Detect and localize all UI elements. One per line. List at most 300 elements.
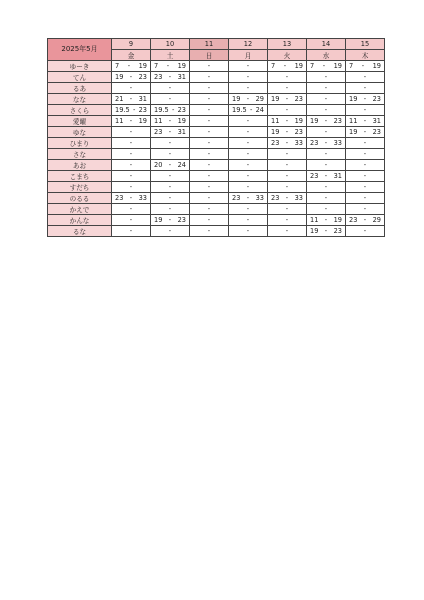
day-number: 11 xyxy=(190,39,229,50)
shift-off: - xyxy=(285,105,289,114)
shift-off: - xyxy=(129,138,133,147)
shift-sep: - xyxy=(324,138,328,147)
shift-end: 31 xyxy=(372,116,381,125)
staff-name: すだち xyxy=(48,181,112,192)
shift-start: 11 xyxy=(349,116,358,125)
shift-cell xyxy=(112,71,151,82)
shift-off: - xyxy=(285,149,289,158)
shift-time xyxy=(151,128,189,136)
shift-cell xyxy=(229,170,268,181)
shift-cell xyxy=(112,60,151,71)
shift-off: - xyxy=(363,182,367,191)
shift-off: - xyxy=(285,226,289,235)
shift-off: - xyxy=(168,171,172,180)
shift-off: - xyxy=(129,226,133,235)
shift-start: 19 xyxy=(310,226,319,235)
shift-sep: - xyxy=(285,127,289,136)
shift-off: - xyxy=(324,105,328,114)
shift-sep: - xyxy=(363,94,367,103)
shift-sep: - xyxy=(249,105,253,114)
shift-time xyxy=(346,95,384,103)
shift-end: 19 xyxy=(177,116,186,125)
shift-off: - xyxy=(246,160,250,169)
shift-cell xyxy=(346,214,385,225)
shift-off: - xyxy=(246,72,250,81)
shift-start: 19 xyxy=(154,215,163,224)
shift-start: 23 xyxy=(154,72,163,81)
staff-row xyxy=(48,159,385,170)
shift-cell xyxy=(190,203,229,214)
shift-time xyxy=(229,194,267,202)
schedule-table xyxy=(47,38,385,237)
day-weekday: 日 xyxy=(190,49,229,60)
shift-cell xyxy=(307,104,346,115)
shift-off: - xyxy=(129,160,133,169)
shift-cell xyxy=(268,82,307,93)
shift-cell xyxy=(190,60,229,71)
shift-start: 23 xyxy=(271,138,280,147)
shift-cell xyxy=(229,82,268,93)
shift-time xyxy=(346,62,384,70)
shift-cell xyxy=(229,93,268,104)
shift-cell xyxy=(268,159,307,170)
shift-cell xyxy=(307,71,346,82)
staff-name: てん xyxy=(48,71,112,82)
shift-cell xyxy=(268,214,307,225)
shift-cell xyxy=(190,71,229,82)
shift-cell xyxy=(112,115,151,126)
shift-cell xyxy=(307,60,346,71)
shift-cell xyxy=(151,181,190,192)
shift-cell xyxy=(268,93,307,104)
shift-cell xyxy=(346,126,385,137)
shift-off: - xyxy=(207,72,211,81)
shift-sep: - xyxy=(168,116,172,125)
day-number: 15 xyxy=(346,39,385,50)
shift-time xyxy=(307,172,345,180)
shift-time xyxy=(151,216,189,224)
shift-cell xyxy=(346,170,385,181)
shift-start: 23 xyxy=(154,127,163,136)
shift-cell xyxy=(112,148,151,159)
shift-cell xyxy=(268,203,307,214)
shift-sep: - xyxy=(168,127,172,136)
shift-sep: - xyxy=(129,193,133,202)
shift-off: - xyxy=(129,149,133,158)
staff-name: あお xyxy=(48,159,112,170)
shift-off: - xyxy=(207,105,211,114)
shift-off: - xyxy=(324,83,328,92)
header-day-row xyxy=(48,39,385,50)
shift-cell xyxy=(190,93,229,104)
day-weekday: 金 xyxy=(112,49,151,60)
shift-end: 31 xyxy=(177,72,186,81)
shift-sep: - xyxy=(361,61,365,70)
shift-off: - xyxy=(324,204,328,213)
shift-off: - xyxy=(246,138,250,147)
shift-cell xyxy=(229,126,268,137)
shift-cell xyxy=(151,71,190,82)
shift-cell xyxy=(346,71,385,82)
shift-sep: - xyxy=(285,193,289,202)
shift-start: 23 xyxy=(232,193,241,202)
shift-off: - xyxy=(207,149,211,158)
shift-off: - xyxy=(207,138,211,147)
shift-start: 19 xyxy=(271,127,280,136)
shift-start: 19 xyxy=(310,116,319,125)
shift-off: - xyxy=(363,204,367,213)
shift-sep: - xyxy=(168,160,172,169)
shift-time xyxy=(112,117,150,125)
shift-off: - xyxy=(363,83,367,92)
shift-start: 7 xyxy=(349,61,354,70)
shift-time xyxy=(151,62,189,70)
shift-off: - xyxy=(168,83,172,92)
shift-off: - xyxy=(285,182,289,191)
shift-cell xyxy=(190,137,229,148)
shift-cell xyxy=(151,214,190,225)
shift-off: - xyxy=(168,149,172,158)
shift-time xyxy=(346,117,384,125)
shift-time xyxy=(268,117,306,125)
day-number: 13 xyxy=(268,39,307,50)
shift-cell xyxy=(229,137,268,148)
shift-cell xyxy=(268,126,307,137)
shift-cell xyxy=(307,82,346,93)
shift-cell xyxy=(151,192,190,203)
shift-cell xyxy=(307,93,346,104)
shift-start: 23 xyxy=(349,215,358,224)
shift-end: 23 xyxy=(138,72,147,81)
shift-time xyxy=(112,62,150,70)
shift-off: - xyxy=(129,215,133,224)
shift-cell xyxy=(346,181,385,192)
shift-off: - xyxy=(363,149,367,158)
staff-row xyxy=(48,192,385,203)
shift-off: - xyxy=(168,204,172,213)
shift-sep: - xyxy=(168,215,172,224)
shift-end: 33 xyxy=(294,193,303,202)
shift-cell xyxy=(112,82,151,93)
shift-cell xyxy=(190,214,229,225)
shift-off: - xyxy=(324,182,328,191)
staff-name: ひまり xyxy=(48,137,112,148)
shift-off: - xyxy=(363,226,367,235)
shift-sep: - xyxy=(132,105,136,114)
shift-cell xyxy=(346,137,385,148)
shift-end: 31 xyxy=(177,127,186,136)
shift-sep: - xyxy=(171,105,175,114)
staff-name: るあ xyxy=(48,82,112,93)
staff-row xyxy=(48,148,385,159)
staff-name: こまち xyxy=(48,170,112,181)
shift-time xyxy=(268,194,306,202)
shift-time xyxy=(229,95,267,103)
staff-row xyxy=(48,82,385,93)
shift-sep: - xyxy=(363,127,367,136)
shift-sep: - xyxy=(127,61,131,70)
shift-time xyxy=(346,128,384,136)
shift-end: 23 xyxy=(177,105,186,114)
shift-sep: - xyxy=(324,116,328,125)
shift-off: - xyxy=(207,127,211,136)
shift-end: 19 xyxy=(138,116,147,125)
shift-start: 23 xyxy=(310,171,319,180)
shift-start: 19 xyxy=(232,94,241,103)
shift-cell xyxy=(112,214,151,225)
shift-off: - xyxy=(363,138,367,147)
shift-cell xyxy=(307,170,346,181)
shift-cell xyxy=(346,203,385,214)
shift-end: 29 xyxy=(372,215,381,224)
day-weekday: 水 xyxy=(307,49,346,60)
month-label: 2025年5月 xyxy=(48,39,112,61)
shift-time xyxy=(112,95,150,103)
shift-off: - xyxy=(285,204,289,213)
shift-cell xyxy=(151,137,190,148)
shift-time xyxy=(112,194,150,202)
shift-start: 7 xyxy=(271,61,276,70)
shift-off: - xyxy=(207,182,211,191)
shift-cell xyxy=(229,60,268,71)
shift-cell xyxy=(229,225,268,236)
shift-end: 19 xyxy=(333,215,342,224)
staff-row xyxy=(48,203,385,214)
shift-cell xyxy=(346,225,385,236)
shift-off: - xyxy=(363,72,367,81)
shift-end: 29 xyxy=(255,94,264,103)
shift-cell xyxy=(190,104,229,115)
shift-start: 19.5 xyxy=(232,105,247,114)
staff-row xyxy=(48,181,385,192)
shift-time xyxy=(151,117,189,125)
shift-cell xyxy=(307,181,346,192)
shift-off: - xyxy=(207,61,211,70)
shift-cell xyxy=(190,170,229,181)
shift-off: - xyxy=(324,160,328,169)
shift-start: 7 xyxy=(154,61,159,70)
shift-start: 11 xyxy=(115,116,124,125)
day-weekday: 火 xyxy=(268,49,307,60)
shift-cell xyxy=(151,159,190,170)
shift-off: - xyxy=(207,83,211,92)
shift-cell xyxy=(346,93,385,104)
shift-start: 23 xyxy=(310,138,319,147)
staff-row xyxy=(48,126,385,137)
shift-cell xyxy=(268,115,307,126)
shift-off: - xyxy=(246,171,250,180)
shift-start: 19.5 xyxy=(115,105,130,114)
shift-off: - xyxy=(129,127,133,136)
shift-off: - xyxy=(246,182,250,191)
shift-end: 23 xyxy=(372,94,381,103)
staff-row xyxy=(48,170,385,181)
shift-start: 7 xyxy=(310,61,315,70)
shift-cell xyxy=(229,203,268,214)
shift-off: - xyxy=(129,204,133,213)
shift-end: 19 xyxy=(294,116,303,125)
shift-start: 19 xyxy=(349,94,358,103)
shift-time xyxy=(307,117,345,125)
shift-cell xyxy=(346,115,385,126)
shift-cell xyxy=(151,126,190,137)
shift-start: 23 xyxy=(115,193,124,202)
shift-cell xyxy=(151,82,190,93)
staff-row xyxy=(48,214,385,225)
shift-cell xyxy=(190,225,229,236)
shift-off: - xyxy=(324,94,328,103)
shift-cell xyxy=(190,115,229,126)
shift-off: - xyxy=(363,160,367,169)
shift-sep: - xyxy=(166,61,170,70)
shift-off: - xyxy=(285,160,289,169)
shift-off: - xyxy=(207,193,211,202)
shift-cell xyxy=(112,137,151,148)
shift-time xyxy=(307,62,345,70)
shift-cell xyxy=(346,104,385,115)
shift-cell xyxy=(229,115,268,126)
shift-time xyxy=(307,227,345,235)
shift-off: - xyxy=(168,193,172,202)
shift-off: - xyxy=(363,193,367,202)
shift-sep: - xyxy=(246,94,250,103)
shift-off: - xyxy=(168,94,172,103)
shift-time xyxy=(151,73,189,81)
shift-sep: - xyxy=(129,72,133,81)
shift-cell xyxy=(229,71,268,82)
shift-cell xyxy=(268,192,307,203)
day-weekday: 月 xyxy=(229,49,268,60)
shift-cell xyxy=(229,159,268,170)
shift-off: - xyxy=(324,72,328,81)
staff-row xyxy=(48,115,385,126)
shift-cell xyxy=(268,181,307,192)
shift-sep: - xyxy=(324,215,328,224)
shift-cell xyxy=(307,214,346,225)
shift-off: - xyxy=(207,160,211,169)
shift-cell xyxy=(112,192,151,203)
shift-end: 24 xyxy=(255,105,264,114)
staff-name: さな xyxy=(48,148,112,159)
staff-name: かえで xyxy=(48,203,112,214)
shift-end: 31 xyxy=(138,94,147,103)
shift-time xyxy=(346,216,384,224)
shift-sep: - xyxy=(363,215,367,224)
shift-cell xyxy=(229,192,268,203)
shift-off: - xyxy=(246,83,250,92)
shift-cell xyxy=(307,159,346,170)
shift-start: 19 xyxy=(349,127,358,136)
shift-off: - xyxy=(168,138,172,147)
shift-cell xyxy=(307,126,346,137)
shift-time xyxy=(229,106,267,114)
day-weekday: 土 xyxy=(151,49,190,60)
shift-start: 7 xyxy=(115,61,120,70)
day-weekday: 木 xyxy=(346,49,385,60)
shift-off: - xyxy=(324,127,328,136)
shift-start: 11 xyxy=(310,215,319,224)
shift-cell xyxy=(112,104,151,115)
shift-end: 23 xyxy=(138,105,147,114)
staff-row xyxy=(48,71,385,82)
shift-cell xyxy=(268,225,307,236)
shift-off: - xyxy=(168,226,172,235)
day-number: 9 xyxy=(112,39,151,50)
shift-end: 23 xyxy=(333,226,342,235)
shift-off: - xyxy=(246,116,250,125)
shift-off: - xyxy=(324,193,328,202)
shift-cell xyxy=(307,203,346,214)
shift-cell xyxy=(307,192,346,203)
shift-cell xyxy=(112,159,151,170)
shift-cell xyxy=(229,214,268,225)
shift-cell xyxy=(346,159,385,170)
shift-start: 11 xyxy=(154,116,163,125)
staff-row xyxy=(48,225,385,236)
shift-cell xyxy=(268,170,307,181)
shift-off: - xyxy=(207,116,211,125)
shift-cell xyxy=(112,225,151,236)
shift-time xyxy=(268,62,306,70)
shift-cell xyxy=(190,126,229,137)
shift-sep: - xyxy=(246,193,250,202)
shift-cell xyxy=(307,148,346,159)
staff-row xyxy=(48,60,385,71)
shift-sep: - xyxy=(322,61,326,70)
shift-cell xyxy=(151,104,190,115)
shift-cell xyxy=(346,192,385,203)
shift-cell xyxy=(151,203,190,214)
shift-sep: - xyxy=(363,116,367,125)
shift-sep: - xyxy=(324,226,328,235)
shift-time xyxy=(112,106,150,114)
shift-off: - xyxy=(207,215,211,224)
shift-start: 20 xyxy=(154,160,163,169)
shift-start: 19.5 xyxy=(154,105,169,114)
shift-time xyxy=(151,161,189,169)
shift-sep: - xyxy=(283,61,287,70)
shift-cell xyxy=(112,126,151,137)
shift-off: - xyxy=(324,149,328,158)
shift-cell xyxy=(190,82,229,93)
day-number: 14 xyxy=(307,39,346,50)
shift-time xyxy=(268,128,306,136)
shift-off: - xyxy=(168,182,172,191)
shift-off: - xyxy=(363,171,367,180)
staff-row xyxy=(48,93,385,104)
shift-off: - xyxy=(246,215,250,224)
shift-time xyxy=(307,139,345,147)
shift-sep: - xyxy=(285,94,289,103)
shift-end: 33 xyxy=(333,138,342,147)
shift-off: - xyxy=(129,83,133,92)
shift-end: 24 xyxy=(177,160,186,169)
staff-name: るな xyxy=(48,225,112,236)
shift-off: - xyxy=(246,61,250,70)
shift-cell xyxy=(112,203,151,214)
shift-cell xyxy=(307,115,346,126)
shift-cell xyxy=(112,170,151,181)
shift-cell xyxy=(151,60,190,71)
shift-time xyxy=(307,216,345,224)
shift-time xyxy=(151,106,189,114)
shift-cell xyxy=(268,148,307,159)
shift-cell xyxy=(268,60,307,71)
staff-name: さくら xyxy=(48,104,112,115)
shift-time xyxy=(268,95,306,103)
shift-cell xyxy=(112,93,151,104)
shift-time xyxy=(268,139,306,147)
